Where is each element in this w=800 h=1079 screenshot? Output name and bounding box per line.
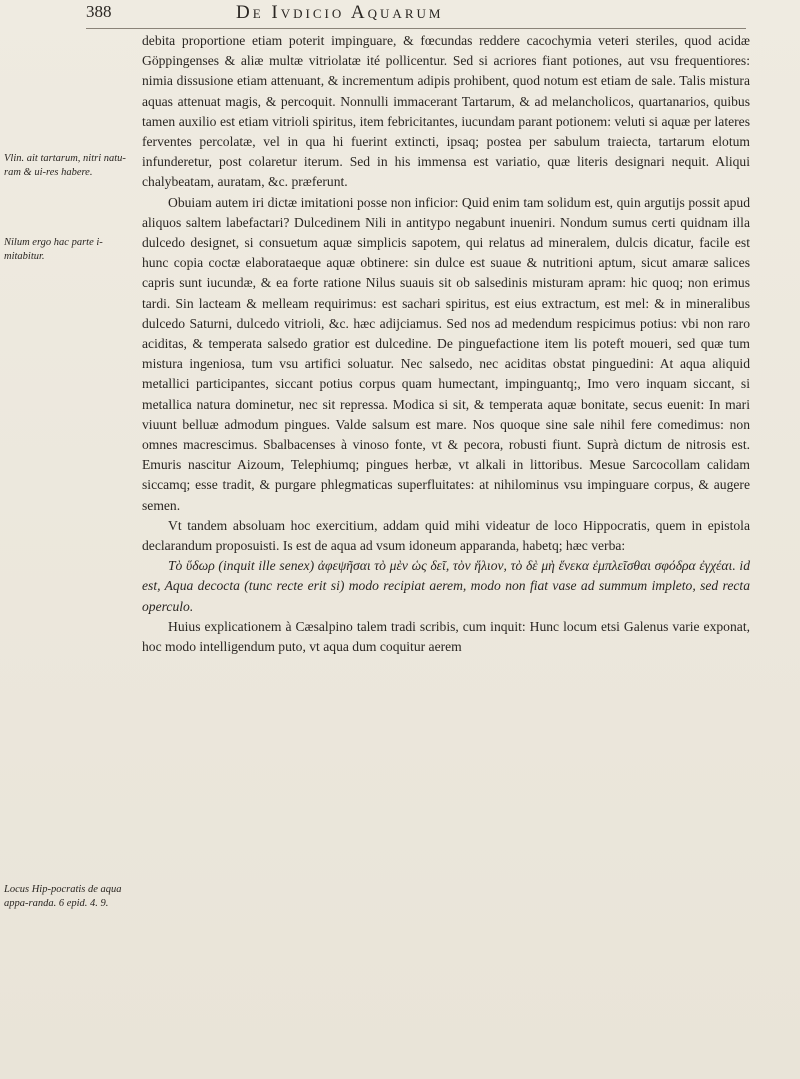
paragraph: Vt tandem absoluam hoc exercitium, addam quid mihi videatur de loco Hippocratis, quem in epistola declarandum proposuisti. Is est de aqua ad vsum idoneum apparanda, habetq; hæc verba:: [142, 517, 750, 554]
body-text: [142, 31, 750, 657]
margin-note: Locus Hip-pocratis de aqua appa-randa. 6 epid. 4. 9.: [4, 884, 122, 909]
closing-paragraph: Huius explicationem à Cæsalpino talem tradi scribis, cum inquit: Hunc locum etsi Galenus varie exponat, hoc modo intelligendum puto, vt aqua dum coquitur aerem: [142, 618, 750, 655]
margin-note: Vlin. ait tartarum, nitri natu-ram & ui-res habere.: [4, 153, 126, 178]
greek-quote: Τὸ ὕδωρ (inquit ille senex) ἀφεψῆσαι τὸ μὲν ὡς δεῖ, τὸν ἥλιον, τὸ δὲ μὴ ἕνεκα ἐμπλεῖσθαι σφόδρα ἐγχέαι. id est, Aqua decocta (tunc recte erit si) modo recipiat aerem, modo non fiat vase ad summum impleto, sed recta operculo.: [142, 558, 750, 614]
running-title: De Ivdicio Aquarum: [236, 2, 444, 23]
paragraph: Obuiam autem iri dictæ imitationi posse non inficior: Quid enim tam solidum est, quin argutijs possit apud aliquos saltem labefactari? Dulcedinem Nili in antitypo negabunt inueniri. Nondum sumus certi quidnam illa dulcedo designet, si consuetum aquæ simplicis sapotem, qui relatus ad mineralem, dulcis dicatur, facile est hunc copia coctæ elaborataeque aquæ obtinere: sin dulce est suaue & nutritioni aptum, sicut amaræ salices capris sunt iucundæ, & ea forte ratione Nilus suauis sit ob salsedinis misturam apram: hic quoq; non erimus tardi. Sin lacteam & melleam requirimus: est sachari spiritus, est eius extractum, est mel: & in mineralibus dulcedo Saturni, dulcedo vitrioli, &c. hæc adijciamus. Sed nos ad medendum respicimus potius: vbi non raro aciditas, & temperata salsedo gratior est dulcedine. De pinguefactione item lis poteft moueri, sed quæ tum mistura ingeniosa, tum vsu artifici soluatur. Nec salsedo, nec aciditas obstat pinguedini: At aqua aliquid metallici participantes, siccant potius corpus quam humectant, impinguantq;, Imo vero inquam siccant, si metallica natura dominetur, nec sit repressa. Modica si sit, & temperata aquæ bonitate, secus euenit: In mari viuunt belluæ admodum pingues. Valde salsum est mare. Nos quoque sine sale nihil fere comedimus: non omnes macrescimus. Sbalbacenses à vinoso fonte, vt & pecora, robusti fiunt. Suprà dictum de nitrosis est. Emuris nascitur Aizoum, Telephiumq; pingues herbæ, vt alkali in littoribus. Mesue Sarcocollam calidam siccamq; esse tradit, & purgare phlegmaticas superfluitates: at nihilominus vsu impinguare corpus, & augere semen.: [142, 194, 750, 513]
margin-note: Nilum ergo hac parte i-mitabitur.: [4, 237, 103, 262]
page-number: 388: [86, 2, 112, 21]
paragraph: debita proportione etiam poterit impinguare, & fœcundas reddere cacochymia veteri steriles, quod acidæ Göppingenses & aliæ multæ vitriolatæ ité pollicentur. Sed si acriores fiant potiones, aut vsu frequentiores: nimia dissusione etiam attenuant, & incrementum adipis prohibent, quod notum est etiam de sale. Talis mistura aquas attenuat magis, & percoquit. Nonnulli immacerant Tartarum, & ad melancholicos, quartanarios, quibus tamen auxilio est etiam vitrioli spiritus, item febricitantes, iucundam parant potionem: veluti si aquæ per lateres ferventes percolatæ, vel in qua hi fuerint extincti, ipsaq; postea per sabulum traiecta, tartarum elotum infunderetur, post colaretur iterum. Sed in his immensa est variatio, quæ literis designari nequit. Aliqui chalybeatam, auratam, &c. præferunt.: [142, 33, 750, 190]
page-header: [86, 2, 746, 29]
